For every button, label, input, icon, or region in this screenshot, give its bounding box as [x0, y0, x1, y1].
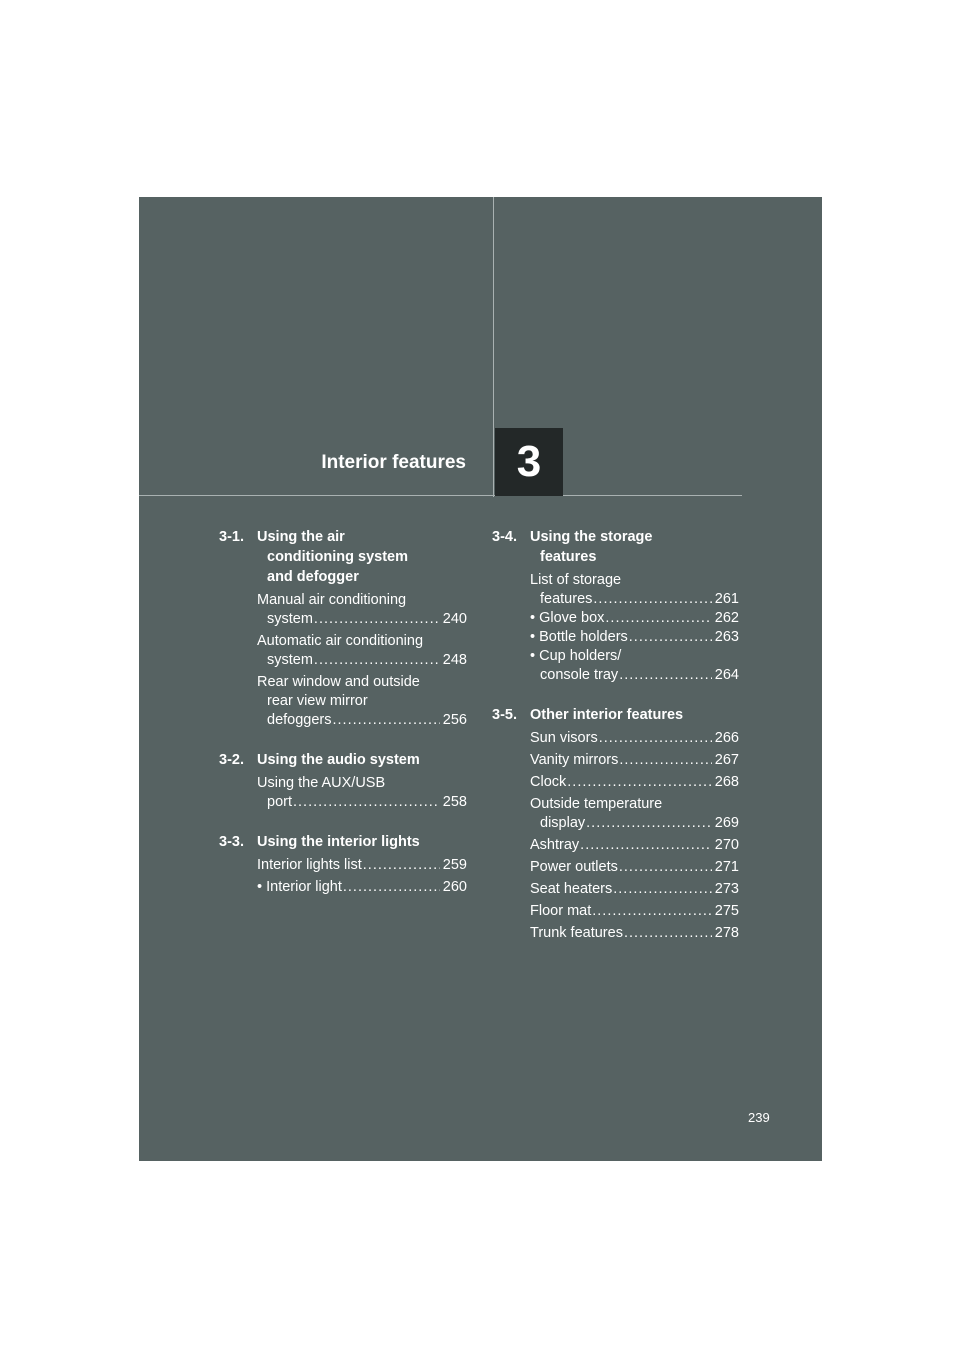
dot-leader: [314, 610, 440, 629]
entry-page-number: 264: [714, 667, 739, 683]
toc-entry[interactable]: [530, 729, 739, 748]
entry-last-line: [530, 814, 739, 833]
toc-entry[interactable]: [530, 924, 739, 943]
entry-page-number: 267: [714, 752, 739, 768]
toc-entry[interactable]: [530, 571, 739, 609]
entry-text-line: Manual air conditioning: [257, 592, 407, 608]
dot-leader: [593, 590, 711, 609]
section-number: 3-5.: [492, 707, 517, 723]
dot-leader: [619, 858, 712, 877]
section-heading[interactable]: [492, 705, 739, 725]
entry-text-line: Power outlets: [530, 859, 618, 875]
dot-leader: [624, 924, 712, 943]
toc-left-column: [219, 527, 467, 917]
entry-text-line: Clock: [530, 774, 567, 790]
section-entries: [257, 774, 467, 812]
entry-last-line: [530, 609, 739, 628]
entry-page-number: 266: [714, 730, 739, 746]
entry-last-line: [257, 878, 467, 897]
entry-text-line: Ashtray: [530, 837, 580, 853]
section-title-line: Using the audio system: [257, 752, 420, 768]
dot-leader: [619, 751, 711, 770]
dot-leader: [586, 814, 712, 833]
toc-entry[interactable]: [530, 751, 739, 770]
section-title: [530, 705, 739, 725]
entry-last-line: [530, 729, 739, 748]
vertical-divider: [493, 197, 494, 497]
entry-page-number: 248: [442, 652, 467, 668]
entry-last-line: [530, 924, 739, 943]
entry-page-number: 263: [714, 629, 739, 645]
entry-text-line: Using the AUX/USB: [257, 775, 386, 791]
entry-last-line: [530, 751, 739, 770]
section-heading[interactable]: [492, 527, 739, 567]
entry-last-line: [530, 836, 739, 855]
entry-page-number: 258: [442, 794, 467, 810]
toc-entry[interactable]: [530, 902, 739, 921]
section-entries: [530, 729, 739, 943]
dot-leader: [592, 902, 712, 921]
entry-page-number: 260: [442, 879, 467, 895]
entry-page-number: 262: [714, 610, 739, 626]
entry-text-line: Vanity mirrors: [530, 752, 619, 768]
toc-entry[interactable]: [257, 632, 467, 670]
toc-entry[interactable]: [257, 774, 467, 812]
entry-text-line: Floor mat: [530, 903, 592, 919]
entry-last-line: [257, 856, 467, 875]
entry-text-line: console tray: [540, 667, 619, 683]
section-heading[interactable]: [219, 750, 467, 770]
section-number: 3-2.: [219, 752, 244, 768]
entry-last-line: [257, 711, 467, 730]
section-number: 3-1.: [219, 529, 244, 545]
entry-page-number: 278: [714, 925, 739, 941]
entry-text-line: system: [267, 611, 313, 627]
section-title-line: Other interior features: [530, 707, 684, 723]
entry-page-number: 270: [714, 837, 739, 853]
entry-text-line: Trunk features: [530, 925, 623, 941]
toc-entry[interactable]: [530, 647, 739, 685]
section-title-line: Using the interior lights: [257, 834, 420, 850]
entry-text-line: system: [267, 652, 313, 668]
entry-text-line: Interior lights list: [257, 857, 362, 873]
dot-leader: [619, 666, 712, 685]
section-entries: [257, 591, 467, 730]
toc-section: [219, 750, 467, 812]
entry-last-line: [530, 773, 739, 792]
toc-entry[interactable]: [530, 609, 739, 628]
toc-section: [492, 705, 739, 943]
entry-last-line: [530, 666, 739, 685]
section-heading[interactable]: [219, 527, 467, 587]
entry-page-number: 240: [442, 611, 467, 627]
entry-text-line: Automatic air conditioning: [257, 633, 424, 649]
entry-page-number: 275: [714, 903, 739, 919]
entry-last-line: [257, 793, 467, 812]
section-title-line: features: [540, 549, 597, 565]
horizontal-divider: [139, 495, 742, 496]
entry-text-line: Outside temperature: [530, 796, 663, 812]
dot-leader: [314, 651, 440, 670]
section-heading[interactable]: [219, 832, 467, 852]
toc-section: [219, 527, 467, 730]
toc-entry[interactable]: [257, 878, 467, 897]
entry-page-number: 269: [714, 815, 739, 831]
entry-page-number: 268: [714, 774, 739, 790]
entry-last-line: [530, 880, 739, 899]
section-entries: [530, 571, 739, 685]
toc-entry[interactable]: [530, 880, 739, 899]
section-number: 3-4.: [492, 529, 517, 545]
dot-leader: [363, 856, 440, 875]
dot-leader: [343, 878, 440, 897]
entry-text-line: Seat heaters: [530, 881, 613, 897]
entry-text-line: port: [267, 794, 292, 810]
entry-last-line: [530, 590, 739, 609]
section-title: [257, 832, 467, 852]
toc-entry[interactable]: [530, 858, 739, 877]
section-title-line: Using the storage: [530, 529, 653, 545]
section-title: [257, 750, 467, 770]
dot-leader: [605, 609, 711, 628]
section-title: [257, 527, 467, 587]
chapter-number-badge: 3: [495, 428, 563, 496]
dot-leader: [567, 773, 712, 792]
toc-section: [219, 832, 467, 897]
entry-last-line: [530, 858, 739, 877]
dot-leader: [293, 793, 440, 812]
dot-leader: [599, 729, 712, 748]
entry-last-line: [257, 651, 467, 670]
dot-leader: [580, 836, 712, 855]
toc-entry[interactable]: [257, 856, 467, 875]
entry-page-number: 261: [714, 591, 739, 607]
toc-entry[interactable]: [530, 795, 739, 833]
entry-text-line: display: [540, 815, 586, 831]
toc-entry[interactable]: [530, 628, 739, 647]
section-title-line: Using the air: [257, 529, 345, 545]
entry-text-line: defoggers: [267, 712, 332, 728]
entry-last-line: [530, 628, 739, 647]
toc-entry[interactable]: [530, 836, 739, 855]
page-number: 239: [748, 1110, 770, 1125]
entry-text-line: List of storage: [530, 572, 622, 588]
dot-leader: [333, 711, 440, 730]
entry-text-line: • Cup holders/: [530, 648, 622, 664]
entry-text-line: • Interior light: [257, 879, 342, 895]
entry-last-line: [530, 902, 739, 921]
entry-page-number: 256: [442, 712, 467, 728]
section-entries: [257, 856, 467, 897]
toc-section: [492, 527, 739, 685]
section-title-line: and defogger: [267, 569, 359, 585]
entry-page-number: 271: [714, 859, 739, 875]
entry-text-line: Rear window and outside: [257, 674, 420, 690]
toc-right-column: [492, 527, 739, 963]
entry-last-line: [257, 610, 467, 629]
section-title: [530, 527, 739, 567]
section-number: 3-3.: [219, 834, 244, 850]
toc-entry[interactable]: [257, 673, 467, 730]
toc-entry[interactable]: [530, 773, 739, 792]
entry-page-number: 273: [714, 881, 739, 897]
entry-text-line: rear view mirror: [267, 693, 368, 709]
entry-text-line: • Bottle holders: [530, 629, 628, 645]
dot-leader: [613, 880, 712, 899]
entry-text-line: features: [540, 591, 593, 607]
entry-text-line: • Glove box: [530, 610, 605, 626]
entry-page-number: 259: [442, 857, 467, 873]
section-title-line: conditioning system: [267, 549, 408, 565]
toc-entry[interactable]: [257, 591, 467, 629]
chapter-title: Interior features: [321, 452, 466, 473]
entry-text-line: Sun visors: [530, 730, 598, 746]
dot-leader: [629, 628, 712, 647]
